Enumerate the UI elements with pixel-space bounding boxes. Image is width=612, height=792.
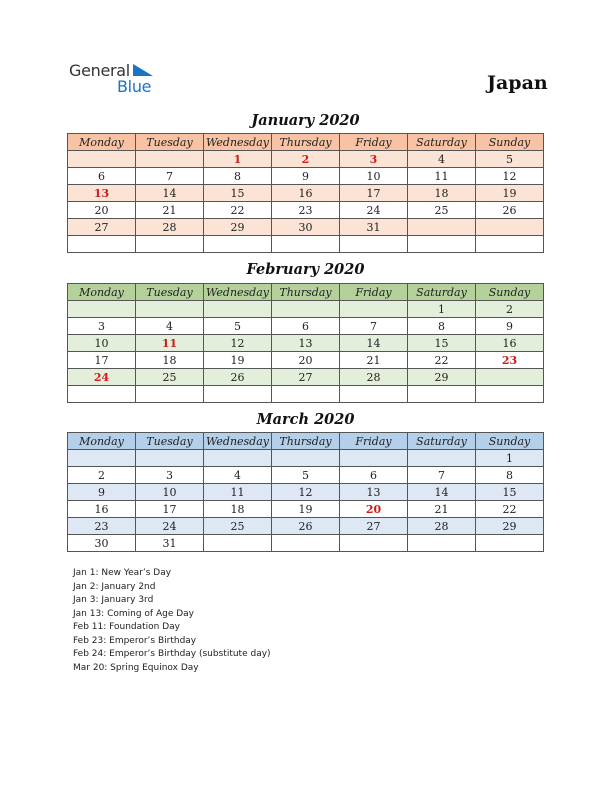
day-cell: 8 [476,467,544,484]
empty-day-cell [408,386,476,403]
day-cell: 3 [136,467,204,484]
weekday-header: Saturday [408,134,476,151]
week-row [68,168,544,185]
weekday-header: Wednesday [204,433,272,450]
holiday-list [73,567,271,675]
day-cell: 17 [68,352,136,369]
weekday-header: Saturday [408,433,476,450]
empty-day-cell [340,450,408,467]
day-cell: 20 [68,202,136,219]
day-cell: 5 [476,151,544,168]
weekday-header: Wednesday [204,134,272,151]
day-cell: 12 [204,335,272,352]
day-cell: 14 [136,185,204,202]
day-cell: 24 [68,369,136,386]
calendar-february [67,283,544,403]
day-cell: 25 [136,369,204,386]
day-cell: 17 [340,185,408,202]
day-cell: 26 [272,518,340,535]
week-row [68,386,544,403]
day-cell: 18 [136,352,204,369]
day-cell: 23 [68,518,136,535]
empty-day-cell [476,386,544,403]
day-cell: 29 [204,219,272,236]
weekday-header: Friday [340,134,408,151]
day-cell: 27 [340,518,408,535]
day-cell: 3 [68,318,136,335]
weekday-header-row [68,284,544,301]
day-cell: 20 [272,352,340,369]
day-cell: 8 [408,318,476,335]
empty-day-cell [204,386,272,403]
empty-day-cell [204,301,272,318]
empty-day-cell [272,236,340,253]
day-cell: 13 [340,484,408,501]
holiday-item: Jan 13: Coming of Age Day [73,608,194,619]
day-cell: 25 [204,518,272,535]
day-cell: 29 [408,369,476,386]
day-cell: 28 [136,219,204,236]
day-cell: 5 [272,467,340,484]
day-cell: 11 [136,335,204,352]
day-cell: 13 [68,185,136,202]
day-cell: 28 [340,369,408,386]
day-cell: 15 [204,185,272,202]
day-cell: 19 [204,352,272,369]
day-cell: 22 [476,501,544,518]
week-row [68,467,544,484]
empty-day-cell [408,236,476,253]
day-cell: 18 [408,185,476,202]
day-cell: 24 [136,518,204,535]
empty-day-cell [136,450,204,467]
day-cell: 21 [408,501,476,518]
day-cell: 16 [272,185,340,202]
empty-day-cell [68,301,136,318]
day-cell: 11 [408,168,476,185]
day-cell: 1 [476,450,544,467]
empty-day-cell [476,535,544,552]
week-row [68,535,544,552]
calendar-january [67,133,544,253]
day-cell: 12 [272,484,340,501]
day-cell: 30 [68,535,136,552]
day-cell: 4 [408,151,476,168]
week-row [68,318,544,335]
week-row [68,501,544,518]
day-cell: 9 [476,318,544,335]
day-cell: 19 [272,501,340,518]
empty-day-cell [476,219,544,236]
day-cell: 4 [136,318,204,335]
weekday-header: Tuesday [136,284,204,301]
day-cell: 30 [272,219,340,236]
month-title-january: January 2020 [251,112,360,129]
weekday-header: Monday [68,284,136,301]
weekday-header: Thursday [272,284,340,301]
week-row [68,219,544,236]
day-cell: 28 [408,518,476,535]
day-cell: 18 [204,501,272,518]
day-cell: 10 [68,335,136,352]
day-cell: 24 [340,202,408,219]
weekday-header: Saturday [408,284,476,301]
empty-day-cell [408,535,476,552]
day-cell: 1 [204,151,272,168]
empty-day-cell [340,535,408,552]
day-cell: 22 [204,202,272,219]
logo [69,60,169,100]
week-row [68,352,544,369]
empty-day-cell [136,301,204,318]
day-cell: 17 [136,501,204,518]
day-cell: 29 [476,518,544,535]
holiday-item: Jan 2: January 2nd [73,581,156,592]
weekday-header: Monday [68,433,136,450]
day-cell: 16 [476,335,544,352]
week-row [68,450,544,467]
day-cell: 20 [340,501,408,518]
day-cell: 13 [272,335,340,352]
week-row [68,236,544,253]
day-cell: 7 [136,168,204,185]
weekday-header: Thursday [272,433,340,450]
day-cell: 21 [136,202,204,219]
logo-blue-text: Blue [117,77,152,96]
day-cell: 22 [408,352,476,369]
day-cell: 8 [204,168,272,185]
weekday-header-row [68,134,544,151]
day-cell: 4 [204,467,272,484]
day-cell: 2 [476,301,544,318]
day-cell: 6 [68,168,136,185]
week-row [68,369,544,386]
day-cell: 9 [68,484,136,501]
week-row [68,185,544,202]
weekday-header: Sunday [476,284,544,301]
weekday-header: Wednesday [204,284,272,301]
empty-day-cell [68,151,136,168]
empty-day-cell [272,301,340,318]
empty-day-cell [340,301,408,318]
empty-day-cell [204,236,272,253]
day-cell: 12 [476,168,544,185]
day-cell: 21 [340,352,408,369]
day-cell: 5 [204,318,272,335]
day-cell: 9 [272,168,340,185]
empty-day-cell [408,450,476,467]
day-cell: 7 [340,318,408,335]
weekday-header: Thursday [272,134,340,151]
day-cell: 19 [476,185,544,202]
day-cell: 6 [272,318,340,335]
weekday-header: Friday [340,284,408,301]
empty-day-cell [204,535,272,552]
holiday-item: Feb 11: Foundation Day [73,622,181,632]
day-cell: 15 [476,484,544,501]
weekday-header: Tuesday [136,134,204,151]
empty-day-cell [272,386,340,403]
week-row [68,484,544,501]
weekday-header: Friday [340,433,408,450]
month-title-march: March 2020 [256,411,355,428]
day-cell: 31 [136,535,204,552]
weekday-header: Sunday [476,433,544,450]
holiday-item: Jan 1: New Year’s Day [73,568,172,578]
day-cell: 27 [272,369,340,386]
empty-day-cell [204,450,272,467]
week-row [68,335,544,352]
day-cell: 3 [340,151,408,168]
month-title-february: February 2020 [246,261,365,278]
day-cell: 27 [68,219,136,236]
flag-icon [133,64,153,78]
empty-day-cell [340,386,408,403]
day-cell: 23 [476,352,544,369]
week-row [68,151,544,168]
empty-day-cell [408,219,476,236]
week-row [68,202,544,219]
day-cell: 16 [68,501,136,518]
empty-day-cell [68,236,136,253]
week-row [68,301,544,318]
day-cell: 2 [272,151,340,168]
logo-general-text: General [69,61,130,80]
day-cell: 15 [408,335,476,352]
day-cell: 23 [272,202,340,219]
country-title: Japan [487,72,548,94]
empty-day-cell [68,450,136,467]
weekday-header: Monday [68,134,136,151]
calendar-march [67,432,544,552]
day-cell: 7 [408,467,476,484]
day-cell: 10 [340,168,408,185]
empty-day-cell [136,151,204,168]
day-cell: 6 [340,467,408,484]
holiday-item: Jan 3: January 3rd [73,595,154,605]
empty-day-cell [340,236,408,253]
empty-day-cell [272,535,340,552]
empty-day-cell [272,450,340,467]
day-cell: 26 [204,369,272,386]
weekday-header: Sunday [476,134,544,151]
day-cell: 26 [476,202,544,219]
week-row [68,518,544,535]
day-cell: 10 [136,484,204,501]
empty-day-cell [136,236,204,253]
day-cell: 14 [340,335,408,352]
day-cell: 25 [408,202,476,219]
day-cell: 14 [408,484,476,501]
day-cell: 2 [68,467,136,484]
day-cell: 11 [204,484,272,501]
holiday-item: Mar 20: Spring Equinox Day [73,662,199,673]
weekday-header-row [68,433,544,450]
empty-day-cell [136,386,204,403]
day-cell: 31 [340,219,408,236]
holiday-item: Feb 24: Emperor’s Birthday (substitute day) [73,649,271,659]
weekday-header: Tuesday [136,433,204,450]
day-cell: 1 [408,301,476,318]
empty-day-cell [68,386,136,403]
empty-day-cell [476,236,544,253]
empty-day-cell [476,369,544,386]
holiday-item: Feb 23: Emperor’s Birthday [73,635,197,646]
